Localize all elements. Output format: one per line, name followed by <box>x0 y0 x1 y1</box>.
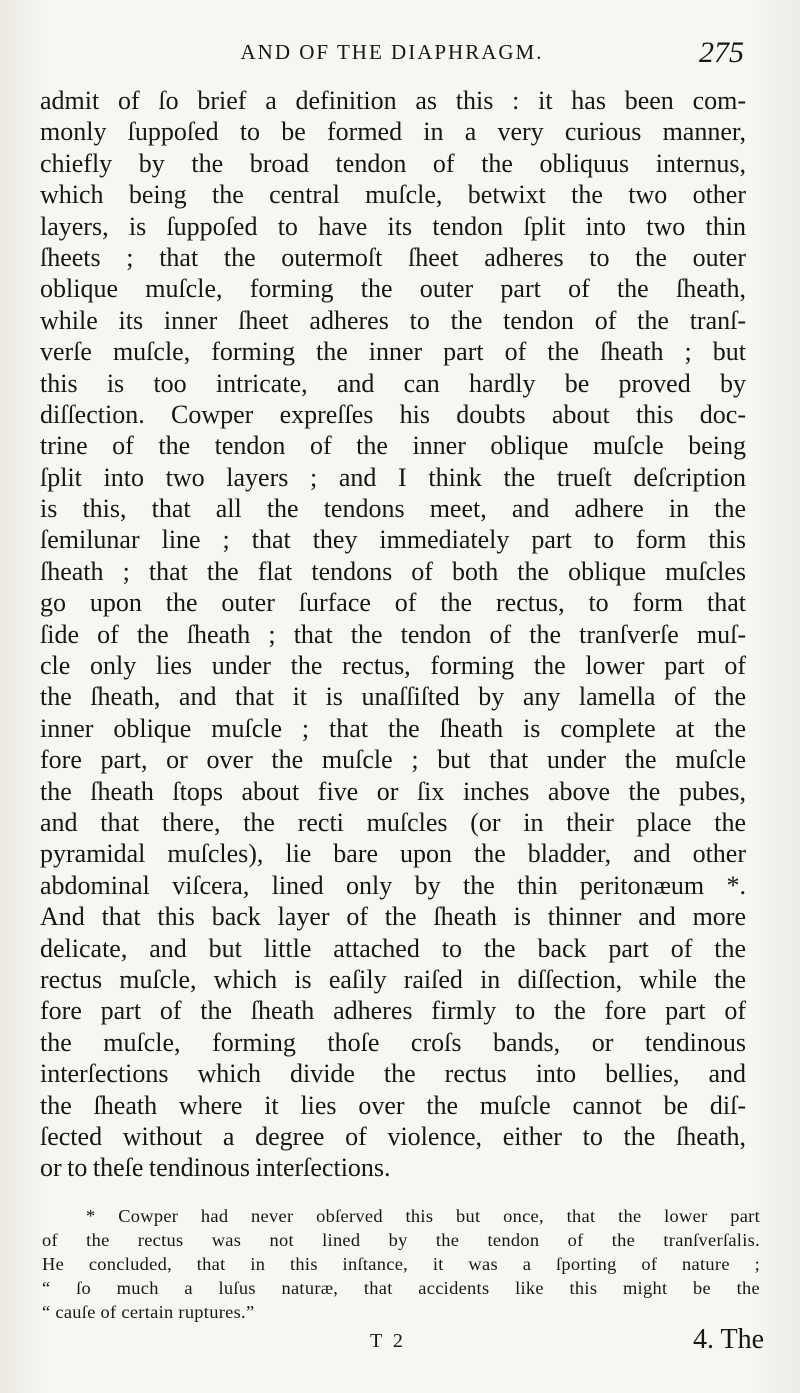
text-line: ſide of the ſheath ; that the tendon of the tranſverſe muſ- <box>40 619 746 649</box>
text-line: verſe muſcle, forming the inner part of the ſheath ; but <box>40 337 746 367</box>
running-head: AND OF THE DIAPHRAGM. <box>240 40 544 64</box>
catchword: 4. The <box>692 1324 764 1355</box>
text-line: fore part of the ſheath adheres firmly to the fore part of <box>40 996 746 1026</box>
page-number: 275 <box>699 36 744 69</box>
text-line: chiefly by the broad tendon of the obliquus internus, <box>40 148 746 178</box>
text-line: cle only lies under the rectus, forming the lower part of <box>40 651 746 681</box>
text-line: layers, is ſuppoſed to have its tendon ſplit into two thin <box>40 211 746 241</box>
footnote <box>42 1204 760 1324</box>
text-line: fore part, or over the muſcle ; but that under the muſcle <box>40 745 746 775</box>
footnote-line: “ ſo much a luſus naturæ, that accidents like this might be the <box>42 1278 760 1298</box>
text-line: interſections which divide the rectus into bellies, and <box>40 1059 746 1089</box>
text-line: inner oblique muſcle ; that the ſheath is complete at the <box>40 713 746 743</box>
signature-mark: T 2 <box>370 1330 406 1352</box>
footnote-line: “ cauſe of certain ruptures.” <box>42 1302 255 1322</box>
text-line: the ſheath ſtops about five or ſix inches above the pubes, <box>40 776 746 806</box>
text-line: ſplit into two layers ; and I think the trueſt deſcription <box>40 462 746 492</box>
text-line: or to theſe tendinous interſections. <box>40 1153 391 1183</box>
text-line: ſheath ; that the flat tendons of both the oblique muſcles <box>40 556 746 586</box>
text-line: this is too intricate, and can hardly be proved by <box>40 368 746 398</box>
text-line: And that this back layer of the ſheath is thinner and more <box>40 902 746 932</box>
text-line: ſheets ; that the outermoſt ſheet adheres to the outer <box>40 242 746 272</box>
footnote-line: of the rectus was not lined by the tendon of the tranſverſalis. <box>42 1230 760 1250</box>
text-line: the muſcle, forming thoſe croſs bands, or tendinous <box>40 1027 746 1057</box>
text-line: is this, that all the tendons meet, and adhere in the <box>40 494 746 524</box>
text-line: and that there, the recti muſcles (or in their place the <box>40 807 746 837</box>
text-line: the ſheath, and that it is unaſſiſted by any lamella of the <box>40 682 746 712</box>
text-line: delicate, and but little attached to the back part of the <box>40 933 746 963</box>
text-line: monly ſuppoſed to be formed in a very curious manner, <box>40 117 746 147</box>
text-line: while its inner ſheet adheres to the tendon of the tranſ- <box>40 305 746 335</box>
body-text <box>40 85 746 1184</box>
footnote-line: He concluded, that in this inſtance, it was a ſporting of nature ; <box>42 1254 760 1274</box>
text-line: the ſheath where it lies over the muſcle cannot be diſ- <box>40 1090 746 1120</box>
text-line: abdominal viſcera, lined only by the thin peritonæum *. <box>40 870 746 900</box>
text-line: pyramidal muſcles), lie bare upon the bladder, and other <box>40 839 746 869</box>
text-line: ſected without a degree of violence, either to the ſheath, <box>40 1121 746 1151</box>
text-line: admit of ſo brief a definition as this : it has been com- <box>40 86 746 115</box>
text-line: diſſection. Cowper expreſſes his doubts about this doc- <box>40 399 746 429</box>
text-line: oblique muſcle, forming the outer part of the ſheath, <box>40 274 746 304</box>
text-line: ſemilunar line ; that they immediately part to form this <box>40 525 746 555</box>
text-line: trine of the tendon of the inner oblique muſcle being <box>40 431 746 461</box>
page-header <box>40 36 744 76</box>
text-line: rectus muſcle, which is eaſily raiſed in diſſection, while the <box>40 964 746 994</box>
footnote-line: * Cowper had never obſerved this but once, that the lower part <box>86 1206 760 1226</box>
text-line: go upon the outer ſurface of the rectus, to form that <box>40 588 746 618</box>
text-line: which being the central muſcle, betwixt the two other <box>40 180 746 210</box>
